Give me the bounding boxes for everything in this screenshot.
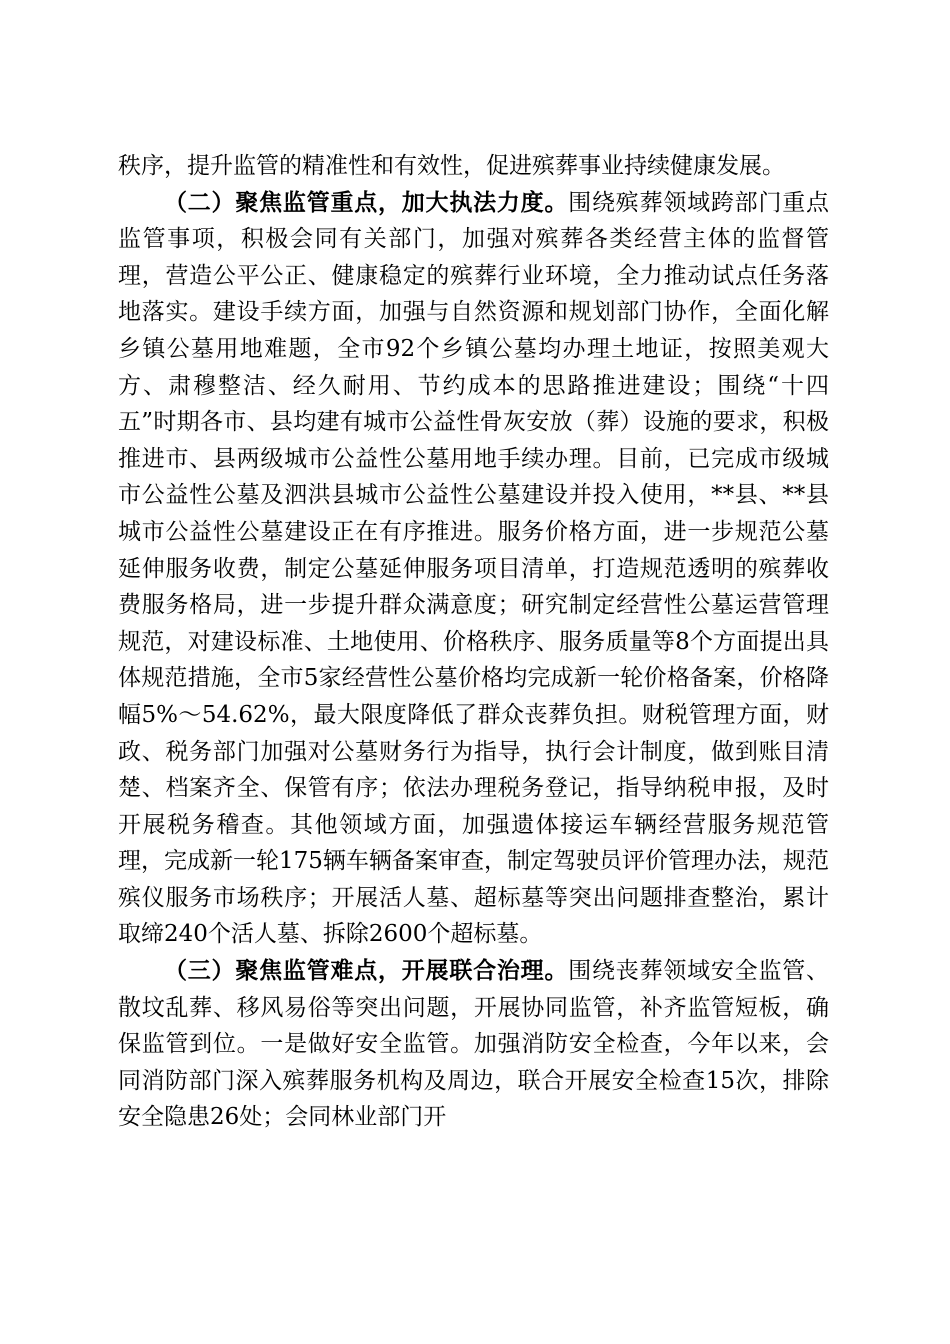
document-page [118,148,829,1136]
paragraph-text: 围绕丧葬领域安全监管、散坟乱葬、移风易俗等突出问题，开展协同监管，补齐监管短板，确保监管到位。一是做好安全监管。加强消防安全检查，今年以来，会同消防部门深入殡葬服务机构及周边，联合开展安全检查15次，排除安全隐患26处；会同林业部门开 [118,958,830,1131]
paragraph-text: 围绕殡葬领域跨部门重点监管事项，积极会同有关部门，加强对殡葬各类经营主体的监督管理，营造公平公正、健康稳定的殡葬行业环境，全力推动试点任务落地落实。建设手续方面，加强与自然资源和规划部门协作，全面化解乡镇公墓用地难题，全市92个乡镇公墓均办理土地证，按照美观大方、肃穆整洁、经久耐用、节约成本的思路推进建设；围绕“十四五”时期各市、县均建有城市公益性骨灰安放（葬）设施的要求，积极推进市、县两级城市公益性公墓用地手续办理。目前，已完成市级城市公益性公墓及泗洪县城市公益性公墓建设并投入使用，**县、**县城市公益性公墓建设正在有序推进。服务价格方面，进一步规范公墓延伸服务收费，制定公墓延伸服务项目清单，打造规范透明的殡葬收费服务格局，进一步提升群众满意度；研究制定经营性公墓运营管理规范，对建设标准、土地使用、价格秩序、服务质量等8个方面提出具体规范措施，全市5家经营性公墓价格均完成新一轮价格备案，价格降幅5%～54.62%，最大限度降低了群众丧葬负担。财税管理方面，财政、税务部门加强对公墓财务行为指导，执行会计制度，做到账目清楚、档案齐全、保管有序；依法办理税务登记，指导纳税申报，及时开展税务稽查。其他领域方面，加强遗体接运车辆经营服务规范管理，完成新一轮175辆车辆备案审查，制定驾驶员评价管理办法，规范殡仪服务市场秩序；开展活人墓、超标墓等突出问题排查整治，累计取缔240个活人墓、拆除2600个超标墓。 [118,189,830,948]
paragraph-lead: （二）聚焦监管重点，加大执法力度。 [164,188,569,216]
paragraph-lead: （三）聚焦监管难点，开展联合治理。 [164,957,569,985]
paragraph-continuation [118,148,829,185]
paragraph-section-three [118,953,829,1136]
paragraph-text: 秩序，提升监管的精准性和有效性，促进殡葬事业持续健康发展。 [118,153,785,179]
paragraph-section-two [118,185,829,953]
